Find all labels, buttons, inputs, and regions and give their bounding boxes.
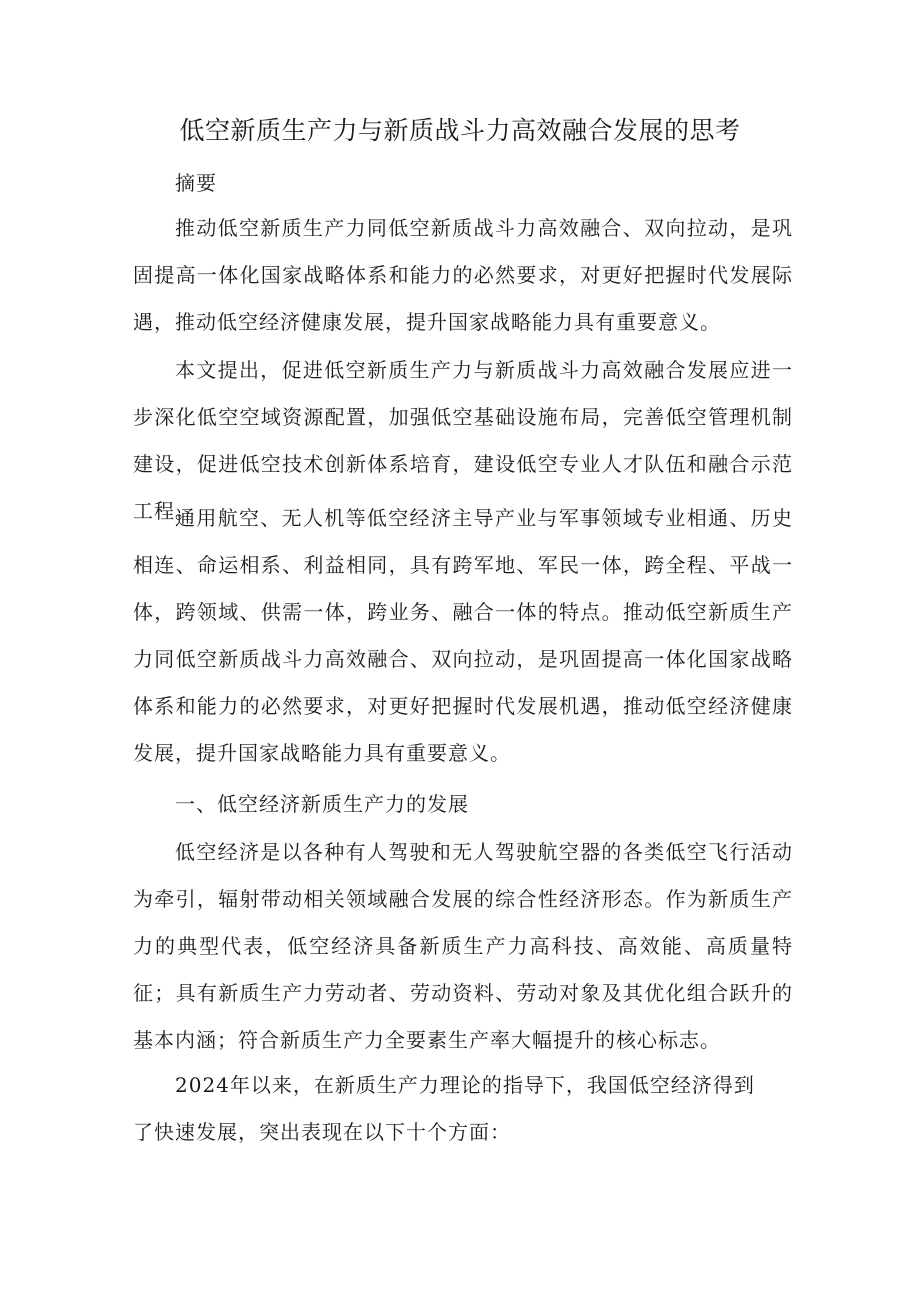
paragraph-line: 2024年以来，在新质生产力理论的指导下，我国低空经济得到	[175, 1073, 755, 1097]
paragraph-line: 了快速发展，突出表现在以下十个方面：	[133, 1120, 511, 1144]
abstract-paragraph-1: 推动低空新质生产力同低空新质战斗力高效融合、双向拉动，是巩固提高一体化国家战略体系和能力的必然要求，对更好把握时代发展际遇，推动低空经济健康发展，提升国家战略能力具有重要意义。	[133, 216, 793, 334]
abstract-heading: 摘要	[175, 171, 217, 195]
section-1-paragraph-2	[133, 1062, 815, 1156]
section-1-heading: 一、低空经济新质生产力的发展	[175, 792, 469, 816]
document-title: 低空新质生产力与新质战斗力高效融合发展的思考	[179, 116, 741, 145]
abstract-paragraph-2: 本文提出，促进低空新质生产力与新质战斗力高效融合发展应进一步深化低空空域资源配置，加强低空基础设施布局，完善低空管理机制建设，促进低空技术创新体系培育，建设低空专业人才队伍和融合示范工程。	[133, 358, 793, 523]
section-1-paragraph-1: 低空经济是以各种有人驾驶和无人驾驶航空器的各类低空飞行活动为牵引，辐射带动相关领域融合发展的综合性经济形态。作为新质生产力的典型代表，低空经济具备新质生产力高科技、高效能、高质量特征；具有新质生产力劳动者、劳动资料、劳动对象及其优化组合跃升的基本内涵；符合新质生产力全要素生产率大幅提升的核心标志。	[133, 840, 793, 1052]
abstract-paragraph-3: 通用航空、无人机等低空经济主导产业与军事领域专业相通、历史相连、命运相系、利益相同，具有跨军地、军民一体，跨全程、平战一体，跨领域、供需一体，跨业务、融合一体的特点。推动低空新质生产力同低空新质战斗力高效融合、双向拉动，是巩固提高一体化国家战略体系和能力的必然要求，对更好把握时代发展机遇，推动低空经济健康发展，提升国家战略能力具有重要意义。	[133, 506, 793, 765]
